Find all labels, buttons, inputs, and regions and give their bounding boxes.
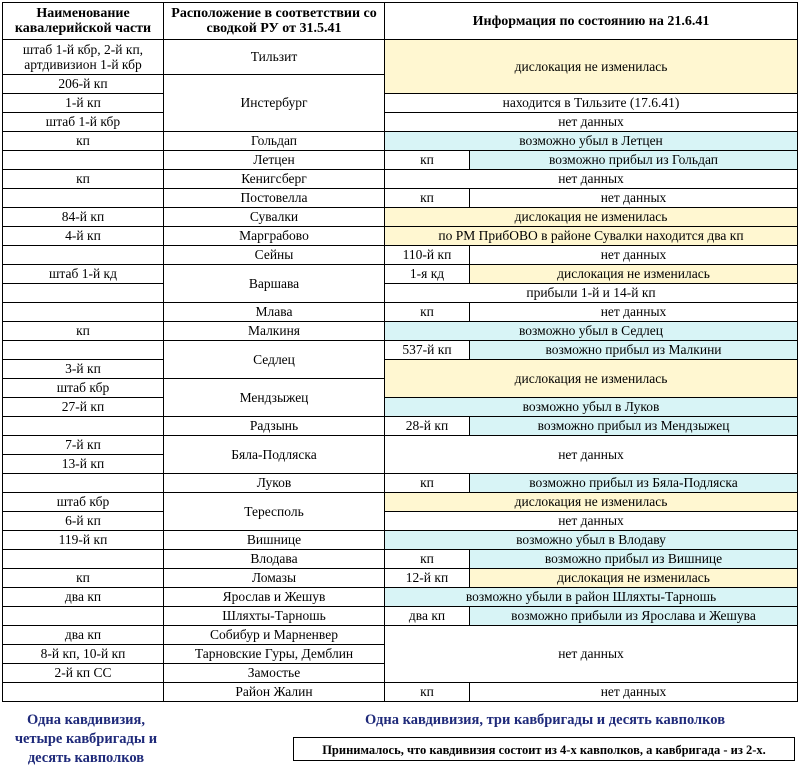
table-row <box>3 284 798 303</box>
info-cell: нет данных <box>470 303 798 322</box>
table-row <box>3 550 798 569</box>
location-cell: Собибур и Марненвер <box>164 626 385 645</box>
sub-unit-cell: два кп <box>385 607 470 626</box>
cavalry-status-table <box>2 2 798 702</box>
sub-unit-cell: 537-й кп <box>385 341 470 360</box>
info-cell: возможно прибыл из Вишнице <box>470 550 798 569</box>
header-unit: Наименование кавалерийской части <box>3 3 164 40</box>
location-cell: Постовелла <box>164 189 385 208</box>
unit-cell: кп <box>3 322 164 341</box>
unit-cell: 206-й кп <box>3 75 164 94</box>
unit-cell: 2-й кп СС <box>3 664 164 683</box>
info-cell: возможно убыл в Летцен <box>385 132 798 151</box>
table-row <box>3 246 798 265</box>
location-cell: Шляхты-Тарношь <box>164 607 385 626</box>
location-cell: Марграбово <box>164 227 385 246</box>
unit-cell: штаб 1-й кд <box>3 265 164 284</box>
unit-cell: 8-й кп, 10-й кп <box>3 645 164 664</box>
location-cell: Бяла-Подляска <box>164 436 385 474</box>
location-cell: Тильзит <box>164 40 385 75</box>
unit-cell: 6-й кп <box>3 512 164 531</box>
sub-unit-cell: 28-й кп <box>385 417 470 436</box>
location-cell: Тересполь <box>164 493 385 531</box>
location-cell: Млава <box>164 303 385 322</box>
table-row <box>3 170 798 189</box>
info-cell: нет данных <box>385 436 798 474</box>
location-cell: Сувалки <box>164 208 385 227</box>
table-row <box>3 132 798 151</box>
unit-cell: 1-й кп <box>3 94 164 113</box>
location-cell: Седлец <box>164 341 385 379</box>
table-row <box>3 360 798 379</box>
info-cell: находится в Тильзите (17.6.41) <box>385 94 798 113</box>
sub-unit-cell: 1-я кд <box>385 265 470 284</box>
location-cell: Мендзыжец <box>164 379 385 417</box>
sub-unit-cell: кп <box>385 550 470 569</box>
unit-cell: штаб 1-й кбр <box>3 113 164 132</box>
unit-cell: кп <box>3 569 164 588</box>
info-cell: дислокация не изменилась <box>385 208 798 227</box>
unit-cell: кп <box>3 170 164 189</box>
info-cell: возможно убыл в Седлец <box>385 322 798 341</box>
header-location: Расположение в соответствии со сводкой РУ от 31.5.41 <box>164 3 385 40</box>
table-row <box>3 151 798 170</box>
info-cell: дислокация не изменилась <box>470 569 798 588</box>
table-row <box>3 208 798 227</box>
table-row <box>3 569 798 588</box>
info-cell: дислокация не изменилась <box>385 40 798 94</box>
table-row <box>3 531 798 550</box>
unit-cell <box>3 474 164 493</box>
table-row <box>3 189 798 208</box>
info-cell: возможно прибыл из Мендзыжец <box>470 417 798 436</box>
location-cell: Инстербург <box>164 75 385 132</box>
info-cell: дислокация не изменилась <box>385 493 798 512</box>
info-cell: нет данных <box>470 189 798 208</box>
unit-cell <box>3 189 164 208</box>
location-cell: Радзынь <box>164 417 385 436</box>
table-row <box>3 40 798 75</box>
info-cell: нет данных <box>470 246 798 265</box>
location-cell: Малкиня <box>164 322 385 341</box>
location-cell: Ломазы <box>164 569 385 588</box>
location-cell: Ярослав и Жешув <box>164 588 385 607</box>
unit-cell <box>3 417 164 436</box>
info-cell: прибыли 1-й и 14-й кп <box>385 284 798 303</box>
sub-unit-cell: 12-й кп <box>385 569 470 588</box>
info-cell: возможно убыл в Влодаву <box>385 531 798 550</box>
info-cell: возможно убыли в район Шляхты-Тарношь <box>385 588 798 607</box>
unit-cell: 27-й кп <box>3 398 164 417</box>
sub-unit-cell: кп <box>385 189 470 208</box>
location-cell: Варшава <box>164 265 385 303</box>
unit-cell <box>3 284 164 303</box>
table-row <box>3 303 798 322</box>
info-cell: возможно прибыл из Гольдап <box>470 151 798 170</box>
table-row <box>3 588 798 607</box>
location-cell: Кенигсберг <box>164 170 385 189</box>
unit-cell: 119-й кп <box>3 531 164 550</box>
sub-unit-cell: кп <box>385 474 470 493</box>
table-row <box>3 265 798 284</box>
sub-unit-cell: кп <box>385 151 470 170</box>
location-cell: Луков <box>164 474 385 493</box>
table-row <box>3 227 798 246</box>
info-cell: возможно прибыл из Бяла-Подляска <box>470 474 798 493</box>
unit-cell <box>3 341 164 360</box>
left-summary: Одна кавдивизия, четыре кавбригады и десять кавполков <box>14 712 158 766</box>
table-row <box>3 683 798 702</box>
table-row <box>3 94 798 113</box>
unit-cell <box>3 303 164 322</box>
location-cell: Сейны <box>164 246 385 265</box>
unit-cell: 7-й кп <box>3 436 164 455</box>
right-summary: Одна кавдивизия, три кавбригады и десять кавполков <box>364 712 726 728</box>
unit-cell: штаб 1-й кбр, 2-й кп, артдивизион 1-й кбр <box>3 40 164 75</box>
table-row <box>3 493 798 512</box>
unit-cell: 84-й кп <box>3 208 164 227</box>
unit-cell: два кп <box>3 588 164 607</box>
location-cell: Влодава <box>164 550 385 569</box>
info-cell: нет данных <box>385 626 798 683</box>
table-row <box>3 341 798 360</box>
location-cell: Вишнице <box>164 531 385 550</box>
info-cell: по РМ ПрибОВО в районе Сувалки находится два кп <box>385 227 798 246</box>
info-cell: дислокация не изменилась <box>470 265 798 284</box>
unit-cell <box>3 683 164 702</box>
unit-cell: штаб кбр <box>3 379 164 398</box>
unit-cell: штаб кбр <box>3 493 164 512</box>
header-row <box>3 3 798 40</box>
location-cell: Летцен <box>164 151 385 170</box>
unit-cell: 13-й кп <box>3 455 164 474</box>
table-row <box>3 607 798 626</box>
unit-cell <box>3 607 164 626</box>
table-row <box>3 512 798 531</box>
unit-cell: кп <box>3 132 164 151</box>
table-row <box>3 626 798 645</box>
unit-cell <box>3 151 164 170</box>
header-info: Информация по состоянию на 21.6.41 <box>385 3 798 40</box>
unit-cell: два кп <box>3 626 164 645</box>
info-cell: возможно прибыли из Ярослава и Жешува <box>470 607 798 626</box>
location-cell: Тарновские Гуры, Демблин <box>164 645 385 664</box>
info-cell: нет данных <box>385 512 798 531</box>
table-row <box>3 417 798 436</box>
info-cell: нет данных <box>385 170 798 189</box>
unit-cell <box>3 246 164 265</box>
location-cell: Гольдап <box>164 132 385 151</box>
info-cell: нет данных <box>470 683 798 702</box>
unit-cell: 3-й кп <box>3 360 164 379</box>
info-cell: нет данных <box>385 113 798 132</box>
table-row <box>3 113 798 132</box>
sub-unit-cell: 110-й кп <box>385 246 470 265</box>
info-cell: дислокация не изменилась <box>385 360 798 398</box>
table-row <box>3 436 798 455</box>
assumption-note: Принималось, что кавдивизия состоит из 4-х кавполков, а кавбригада - из 2-х. <box>293 737 795 761</box>
unit-cell <box>3 550 164 569</box>
info-cell: возможно убыл в Луков <box>385 398 798 417</box>
location-cell: Район Жалин <box>164 683 385 702</box>
sub-unit-cell: кп <box>385 303 470 322</box>
table-row <box>3 322 798 341</box>
table-row <box>3 398 798 417</box>
sub-unit-cell: кп <box>385 683 470 702</box>
info-cell: возможно прибыл из Малкини <box>470 341 798 360</box>
table-row <box>3 474 798 493</box>
unit-cell: 4-й кп <box>3 227 164 246</box>
location-cell: Замостье <box>164 664 385 683</box>
